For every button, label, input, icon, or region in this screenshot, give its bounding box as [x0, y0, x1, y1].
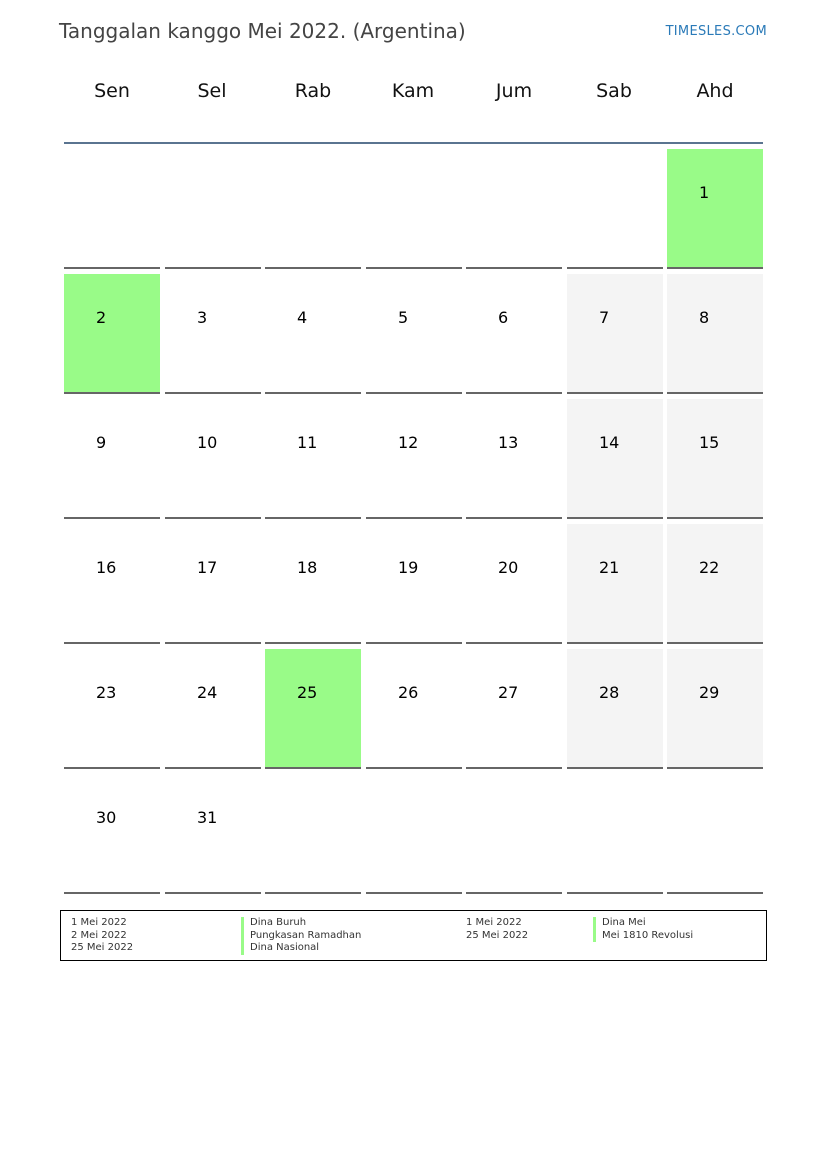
day-number: 17 [197, 558, 218, 577]
day-number: 23 [96, 683, 117, 702]
day-cell[interactable] [165, 274, 261, 394]
legend-holiday-name: Dina Buruh [241, 917, 361, 930]
empty-day-cell [165, 149, 261, 269]
day-number: 13 [498, 433, 519, 452]
day-number: 1 [699, 183, 710, 202]
weekday-label: Jum [495, 80, 533, 102]
day-cell[interactable] [265, 399, 361, 519]
day-number: 20 [498, 558, 519, 577]
day-cell[interactable] [567, 524, 663, 644]
day-number: 26 [398, 683, 419, 702]
day-cell[interactable] [667, 649, 763, 769]
day-number: 19 [398, 558, 419, 577]
legend-holiday-name: Pungkasan Ramadhan [241, 930, 361, 943]
empty-day-cell [466, 774, 562, 894]
header-divider [64, 142, 763, 144]
legend-date: 25 Mei 2022 [466, 929, 529, 941]
day-number: 12 [398, 433, 419, 452]
day-cell[interactable] [165, 649, 261, 769]
day-cell[interactable] [567, 399, 663, 519]
day-number: 4 [297, 308, 308, 327]
day-cell[interactable] [64, 774, 160, 894]
day-number: 14 [599, 433, 620, 452]
day-cell[interactable] [366, 524, 462, 644]
weekday-label: Rab [294, 80, 332, 102]
day-cell[interactable] [165, 774, 261, 894]
weekday-header [64, 80, 763, 128]
day-number: 27 [498, 683, 519, 702]
legend-holiday-name: Dina Mei [593, 917, 693, 930]
empty-day-cell [366, 149, 462, 269]
day-number: 9 [96, 433, 107, 452]
day-number: 21 [599, 558, 620, 577]
day-number: 28 [599, 683, 620, 702]
day-number: 7 [599, 308, 610, 327]
day-number: 6 [498, 308, 509, 327]
weekday-label: Sen [94, 80, 130, 102]
day-number: 29 [699, 683, 720, 702]
day-number: 31 [197, 808, 218, 827]
day-cell[interactable] [64, 399, 160, 519]
legend-holiday-name: Dina Nasional [241, 942, 361, 955]
day-cell[interactable] [667, 274, 763, 394]
day-number: 30 [96, 808, 117, 827]
day-cell[interactable] [667, 524, 763, 644]
day-number: 18 [297, 558, 318, 577]
day-number: 5 [398, 308, 409, 327]
empty-day-cell [567, 149, 663, 269]
day-cell[interactable] [466, 399, 562, 519]
empty-day-cell [265, 149, 361, 269]
day-cell[interactable] [366, 274, 462, 394]
day-cell[interactable] [366, 649, 462, 769]
day-cell[interactable] [64, 649, 160, 769]
day-number: 22 [699, 558, 720, 577]
legend-date: 1 Mei 2022 [466, 917, 522, 928]
day-number: 24 [197, 683, 218, 702]
day-number: 10 [197, 433, 218, 452]
legend-date: 25 Mei 2022 [71, 942, 134, 953]
day-cell[interactable] [466, 274, 562, 394]
day-number: 2 [96, 308, 107, 327]
day-number: 16 [96, 558, 117, 577]
day-cell[interactable] [567, 274, 663, 394]
day-cell[interactable] [64, 274, 160, 394]
day-number: 3 [197, 308, 208, 327]
day-number: 15 [699, 433, 720, 452]
day-cell[interactable] [265, 649, 361, 769]
empty-day-cell [64, 149, 160, 269]
day-cell[interactable] [567, 649, 663, 769]
day-number: 25 [297, 683, 318, 702]
day-cell[interactable] [466, 524, 562, 644]
weekday-label: Kam [391, 80, 435, 102]
day-cell[interactable] [165, 399, 261, 519]
page-title: Tanggalan kanggo Mei 2022. (Argentina) [59, 19, 466, 43]
weekday-label: Sel [197, 80, 227, 102]
empty-day-cell [667, 774, 763, 894]
weekday-label: Ahd [696, 80, 734, 102]
holiday-legend [60, 910, 767, 961]
day-cell[interactable] [165, 524, 261, 644]
day-cell[interactable] [64, 524, 160, 644]
day-cell[interactable] [265, 524, 361, 644]
day-cell[interactable] [667, 399, 763, 519]
empty-day-cell [466, 149, 562, 269]
calendar-grid [64, 149, 763, 895]
empty-day-cell [567, 774, 663, 894]
legend-date: 2 Mei 2022 [71, 929, 127, 941]
legend-date: 1 Mei 2022 [71, 917, 127, 928]
day-cell[interactable] [366, 399, 462, 519]
day-number: 11 [297, 433, 318, 452]
day-cell[interactable] [265, 274, 361, 394]
brand-link[interactable]: TIMESLES.COM [665, 24, 767, 39]
empty-day-cell [366, 774, 462, 894]
legend-holiday-name: Mei 1810 Revolusi [593, 930, 693, 943]
day-cell[interactable] [667, 149, 763, 269]
weekday-label: Sab [596, 80, 632, 102]
day-cell[interactable] [466, 649, 562, 769]
empty-day-cell [265, 774, 361, 894]
day-number: 8 [699, 308, 710, 327]
